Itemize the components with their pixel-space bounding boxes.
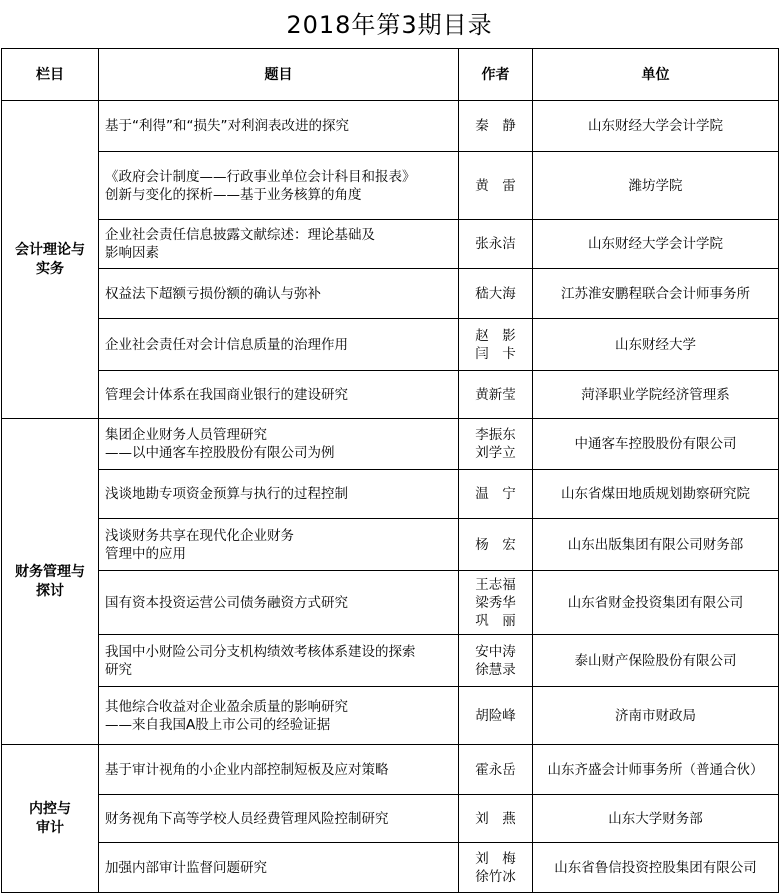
table-row [2, 152, 779, 220]
author-cell: 赵 影 闫 卡 [459, 319, 533, 371]
topic-cell: 其他综合收益对企业盈余质量的影响研究 ——来自我国A股上市公司的经验证据 [99, 687, 459, 745]
topic-cell: 财务视角下高等学校人员经费管理风险控制研究 [99, 795, 459, 843]
topic-cell: 浅谈财务共享在现代化企业财务 管理中的应用 [99, 519, 459, 571]
section-name: 财务管理与 探讨 [2, 419, 99, 745]
header-author: 作者 [459, 49, 533, 101]
unit-cell: 山东财经大学 [533, 319, 779, 371]
author-cell: 刘 燕 [459, 795, 533, 843]
author-cell: 黄 雷 [459, 152, 533, 220]
author-cell: 霍永岳 [459, 745, 533, 795]
unit-cell: 菏泽职业学院经济管理系 [533, 371, 779, 419]
author-cell: 张永洁 [459, 220, 533, 269]
author-cell: 杨 宏 [459, 519, 533, 571]
author-cell: 黄新莹 [459, 371, 533, 419]
section-name: 内控与 审计 [2, 745, 99, 893]
topic-cell: 管理会计体系在我国商业银行的建设研究 [99, 371, 459, 419]
unit-cell: 山东财经大学会计学院 [533, 101, 779, 152]
author-cell: 王志福 梁秀华 巩 丽 [459, 571, 533, 635]
unit-cell: 泰山财产保险股份有限公司 [533, 635, 779, 687]
topic-cell: 加强内部审计监督问题研究 [99, 843, 459, 893]
table-row [2, 319, 779, 371]
author-cell: 温 宁 [459, 470, 533, 519]
table-row [2, 269, 779, 319]
unit-cell: 潍坊学院 [533, 152, 779, 220]
topic-cell: 我国中小财险公司分支机构绩效考核体系建设的探索 研究 [99, 635, 459, 687]
author-cell: 秦 静 [459, 101, 533, 152]
table-row [2, 101, 779, 152]
unit-cell: 山东省鲁信投资控股集团有限公司 [533, 843, 779, 893]
table-row [2, 371, 779, 419]
unit-cell: 山东省财金投资集团有限公司 [533, 571, 779, 635]
header-row [2, 49, 779, 101]
author-cell: 刘 梅 徐竹冰 [459, 843, 533, 893]
table-row [2, 519, 779, 571]
contents-table [1, 48, 779, 893]
unit-cell: 山东财经大学会计学院 [533, 220, 779, 269]
unit-cell: 济南市财政局 [533, 687, 779, 745]
unit-cell: 中通客车控股股份有限公司 [533, 419, 779, 470]
topic-cell: 国有资本投资运营公司债务融资方式研究 [99, 571, 459, 635]
topic-cell: 浅谈地勘专项资金预算与执行的过程控制 [99, 470, 459, 519]
unit-cell: 山东大学财务部 [533, 795, 779, 843]
topic-cell: 基于“利得”和“损失”对利润表改进的探究 [99, 101, 459, 152]
author-cell: 嵇大海 [459, 269, 533, 319]
table-row [2, 470, 779, 519]
unit-cell: 山东出版集团有限公司财务部 [533, 519, 779, 571]
header-topic: 题目 [99, 49, 459, 101]
unit-cell: 江苏淮安鹏程联合会计师事务所 [533, 269, 779, 319]
author-cell: 李振东 刘学立 [459, 419, 533, 470]
unit-cell: 山东齐盛会计师事务所（普通合伙） [533, 745, 779, 795]
topic-cell: 基于审计视角的小企业内部控制短板及应对策略 [99, 745, 459, 795]
table-row [2, 843, 779, 893]
author-cell: 胡险峰 [459, 687, 533, 745]
table-row [2, 795, 779, 843]
table-row [2, 635, 779, 687]
table-row [2, 571, 779, 635]
table-row [2, 419, 779, 470]
topic-cell: 权益法下超额亏损份额的确认与弥补 [99, 269, 459, 319]
table-row [2, 687, 779, 745]
unit-cell: 山东省煤田地质规划勘察研究院 [533, 470, 779, 519]
header-section: 栏目 [2, 49, 99, 101]
section-name: 会计理论与 实务 [2, 101, 99, 419]
page-title: 2018年第3期目录 [286, 11, 493, 39]
topic-cell: 企业社会责任信息披露文献综述：理论基础及 影响因素 [99, 220, 459, 269]
topic-cell: 企业社会责任对会计信息质量的治理作用 [99, 319, 459, 371]
topic-cell: 《政府会计制度——行政事业单位会计科目和报表》 创新与变化的探析——基于业务核算的角度 [99, 152, 459, 220]
table-row [2, 220, 779, 269]
topic-cell: 集团企业财务人员管理研究 ——以中通客车控股股份有限公司为例 [99, 419, 459, 470]
author-cell: 安中涛 徐慧录 [459, 635, 533, 687]
header-unit: 单位 [533, 49, 779, 101]
table-row [2, 745, 779, 795]
